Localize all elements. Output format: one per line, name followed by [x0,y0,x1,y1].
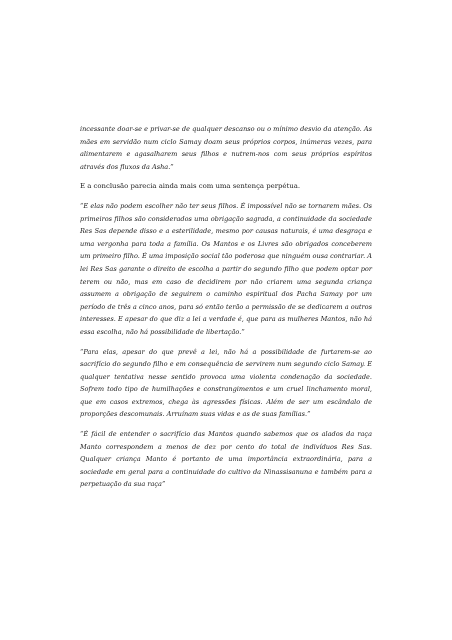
paragraph-3: “E elas não podem escolher não ter seus filhos. É impossível não se tornarem mães. Os primeiros filhos são considerados uma obrigação sagrada, a continuidade da sociedade Res Sas depende disso e a esterilidade, mesmo por causas naturais, é uma desgraça e uma vergonha para toda a família. Os Mantos e os Livres são obrigados conceberem um primeiro filho. É uma imposição social tão poderosa que ninguém ousa contrariar. A lei Res Sas garante o direito de escolha a partir do segundo filho que podem optar por terem ou não, mas em caso de decidirem por não criarem uma segunda criança assumem a obrigação de seguirem o caminho espiritual dos Pacha Samay por um período de três a cinco anos, para só então terão a permissão de se dedicarem a outros interesses. E apesar do que diz a lei a verdade é, que para as mulheres Mantos, não há essa escolha, não há possibilidade de libertação.” [80,201,372,336]
paragraph-gap [80,339,372,346]
paragraph-gap [80,193,372,200]
paragraph-gap [80,173,372,180]
paragraph-1: incessante doar-se e privar-se de qualquer descanso ou o mínimo desvio da atenção. As mães em servidão num ciclo Samay doam seus próprios corpos, inúmeras vezes, para alimentarem e agasalharem seus filhos e nutrem-nos com seus próprios espíritos através dos fluxos da Asha.” [80,125,372,171]
paragraph-4: “Para elas, apesar do que prevê a lei, não há a possibilidade de furtarem-se ao sacrifício do segundo filho e em consequência de servirem num segundo ciclo Samay. E qualquer tentativa nesse sentido provoca uma violenta condenação da sociedade. Sofrem todo tipo de humilhações e constrangimentos e um cruel linchamento moral, que em casos extremos, chega às agressões físicas. Além de ser um escândalo de proporções descomunais. Arruínam suas vidas e as de suas famílias.” [80,347,372,419]
page-body [80,123,372,491]
paragraph-5: “É fácil de entender o sacrifício das Mantos quando sabemos que os alados da raça Manto correspondem a menos de dez por cento do total de indivíduos Res Sas. Qualquer criança Manto é portanto de uma importância extraordinária, para a sociedade em geral para a continuidade do cultivo da Ninassisanuna e também para a perpetuação da sua raça” [80,430,372,489]
paragraph-2: E a conclusão parecia ainda mais com uma sentença perpétua. [80,182,301,191]
paragraph-gap [80,421,372,428]
